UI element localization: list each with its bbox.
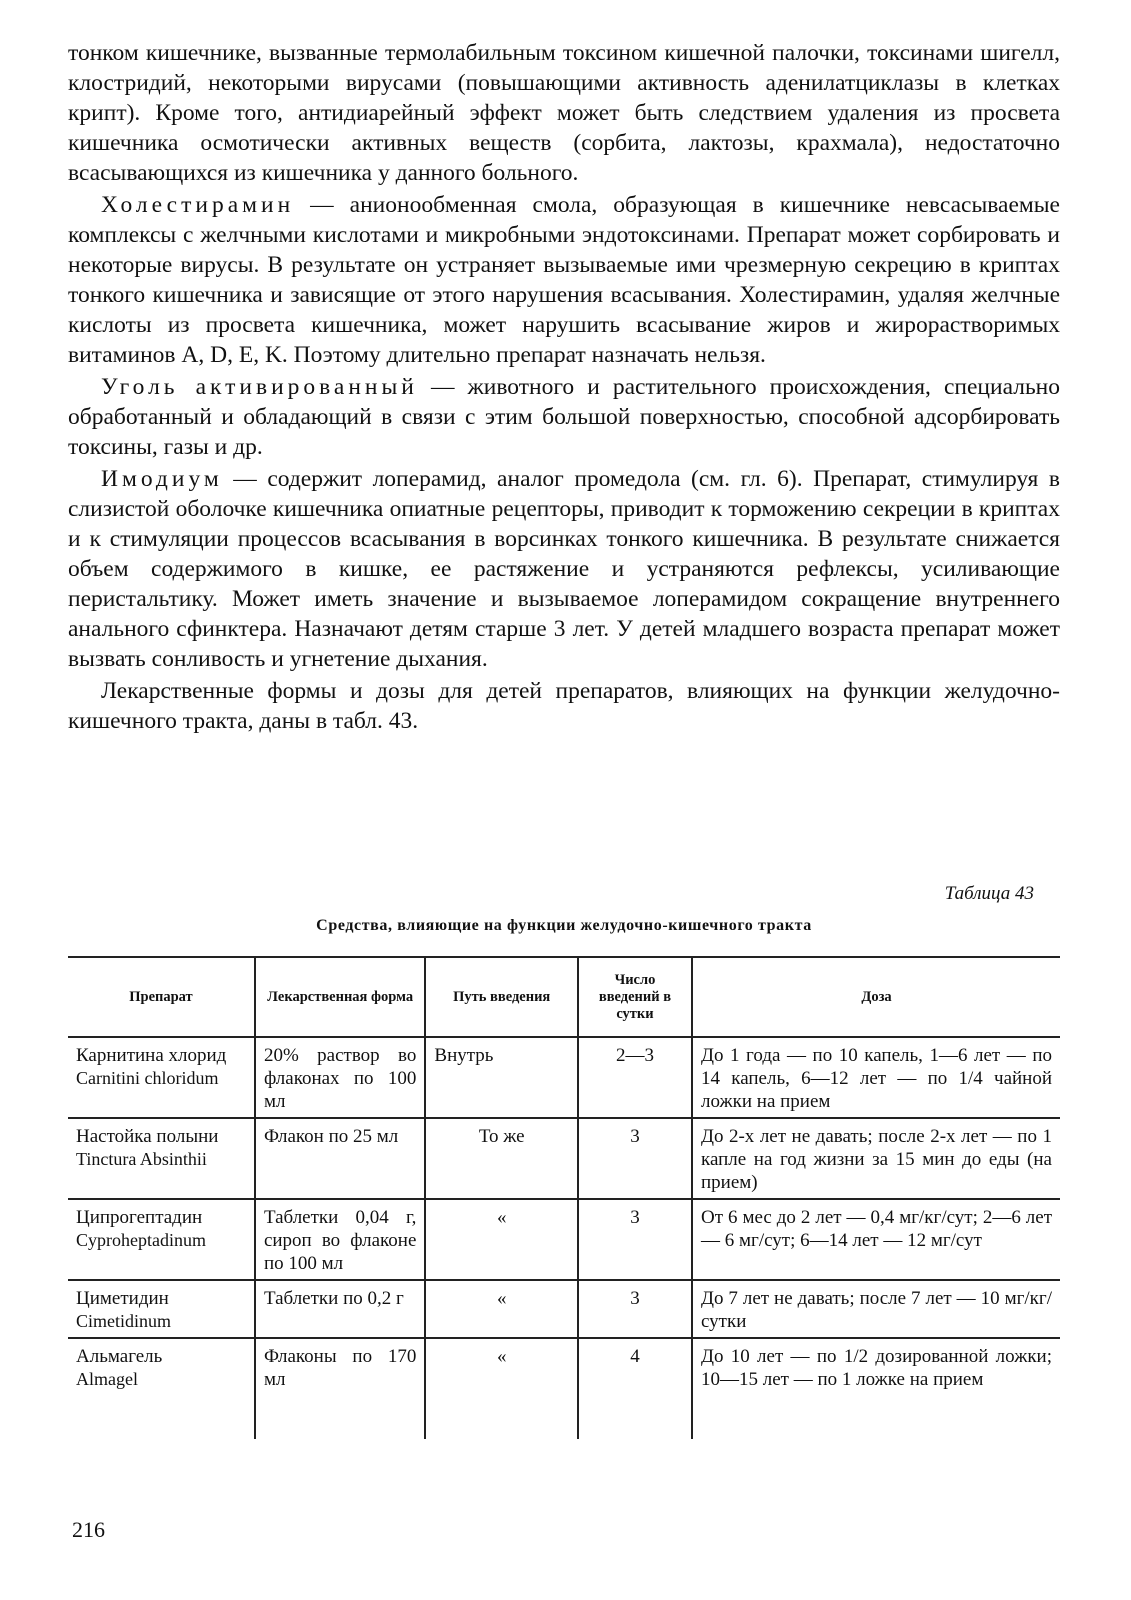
table-row [68,1037,1060,1118]
cell-times: 3 [578,1280,692,1338]
drugs-table [68,956,1060,1439]
paragraph-imodium-text: — содержит лоперамид, аналог промедола (см. гл. 6). Препарат, стимулируя в слизистой оболочке кишечника опиатные рецепторы, приводит к торможению секреции в криптах и к стимуляции процессов всасывания в ворсинках тонкого кишечника. В результате снижается объем содержимого в кишке, ее растяжение и устраняются рефлексы, усиливающие перистальтику. Может иметь значение и вызываемое лоперамидом сокращение внутреннего анального сфинктера. Назначают детям старше 3 лет. У детей младшего возраста препарат может вызвать сонливость и угнетение дыхания. [68,466,1060,672]
cell-form: Флаконы по 170 мл [255,1338,425,1439]
table-row [68,1338,1060,1439]
table-title: Средства, влияющие на функции желудочно-кишечного тракта [316,917,812,934]
drug-name-ru: Карнитина хлорид [76,1045,227,1066]
cell-drug [68,1280,255,1338]
cell-route: Внутрь [425,1037,578,1118]
page-body [68,38,1060,1390]
drug-name-ru: Альмагель [76,1346,163,1367]
cell-form: Флакон по 25 мл [255,1118,425,1199]
term-activated-charcoal: Уголь активированный [101,374,418,400]
cell-times: 2—3 [578,1037,692,1118]
drug-name-latin: Almagel [76,1369,138,1389]
term-imodium: Имодиум [101,466,223,492]
cell-times: 4 [578,1338,692,1439]
cell-form: Таблетки по 0,2 г [255,1280,425,1338]
table-row [68,1199,1060,1280]
table-row [68,1280,1060,1338]
header-route: Путь введения [425,957,578,1037]
cell-dose: От 6 мес до 2 лет — 0,4 мг/кг/сут; 2—6 лет — 6 мг/сут; 6—14 лет — 12 мг/сут [692,1199,1060,1280]
paragraph-imodium [68,464,1060,674]
paragraph-activated-charcoal-text: — животного и растительного происхождения, специально обработанный и обладающий в связи с этим большой поверхностью, способной адсорбировать токсины, газы и др. [68,374,1060,460]
cell-form: Таблетки 0,04 г, сироп во флаконе по 100 мл [255,1199,425,1280]
header-times-per-day: Число введений в сутки [578,957,692,1037]
cell-times: 3 [578,1118,692,1199]
cell-drug [68,1338,255,1439]
paragraph-cholestyramine [68,190,1060,370]
drug-name-latin: Cyproheptadinum [76,1230,206,1250]
header-dose: Доза [692,957,1060,1037]
drug-name-latin: Cimetidinum [76,1311,172,1331]
drug-name-ru: Циметидин [76,1288,169,1309]
drug-name-ru: Настойка полыни [76,1126,219,1147]
drug-name-latin: Carnitini chloridum [76,1068,219,1088]
table-number-caption: Таблица 43 [944,883,1034,904]
cell-drug [68,1037,255,1118]
cell-route: « [425,1280,578,1338]
cell-route: То же [425,1118,578,1199]
header-form: Лекарственная форма [255,957,425,1037]
term-cholestyramine: Холестирамин [101,192,295,218]
page-number: 216 [72,1517,105,1542]
drug-name-ru: Ципрогептадин [76,1207,203,1228]
table-header-row [68,957,1060,1037]
cell-form: 20% раствор во флаконах по 100 мл [255,1037,425,1118]
paragraph-intro: тонком кишечнике, вызванные термолабильным токсином кишечной палочки, токсинами шигелл, клостридий, некоторыми вирусами (повышающими активность аденилатциклазы в клетках крипт). Кроме того, антидиарейный эффект может быть следствием удаления из просвета кишечника осмотически активных веществ (сорбита, лактозы, крахмала), недостаточно всасывающихся из кишечника у данного больного. [68,40,1060,186]
cell-times: 3 [578,1199,692,1280]
table-row [68,1118,1060,1199]
cell-dose: До 7 лет не давать; после 7 лет — 10 мг/кг/сутки [692,1280,1060,1338]
cell-route: « [425,1338,578,1439]
cell-route: « [425,1199,578,1280]
drug-name-latin: Tinctura Absinthii [76,1149,207,1169]
paragraph-table-reference: Лекарственные формы и дозы для детей препаратов, влияющих на функции желудочно-кишечного тракта, даны в табл. 43. [68,678,1060,734]
cell-drug [68,1199,255,1280]
cell-dose: До 10 лет — по 1/2 дозированной ложки; 10—15 лет — по 1 ложке на прием [692,1338,1060,1439]
paragraph-activated-charcoal [68,372,1060,462]
cell-drug [68,1118,255,1199]
cell-dose: До 1 года — по 10 капель, 1—6 лет — по 14 капель, 6—12 лет — по 1/4 чайной ложки на прием [692,1037,1060,1118]
paragraph-cholestyramine-text: — анионообменная смола, образующая в кишечнике невсасываемые комплексы с желчными кислотами и микробными эндотоксинами. Препарат может сорбировать и некоторые вирусы. В результате он устраняет вызываемые ими чрезмерную секрецию в криптах тонкого кишечника и зависящие от этого нарушения всасывания. Холестирамин, удаляя желчные кислоты из просвета кишечника, может нарушить всасывание жиров и жирорастворимых витаминов A, D, E, K. Поэтому длительно препарат назначать нельзя. [68,192,1060,368]
header-drug: Препарат [68,957,255,1037]
cell-dose: До 2-х лет не давать; после 2-х лет — по 1 капле на год жизни за 15 мин до еды (на прием) [692,1118,1060,1199]
